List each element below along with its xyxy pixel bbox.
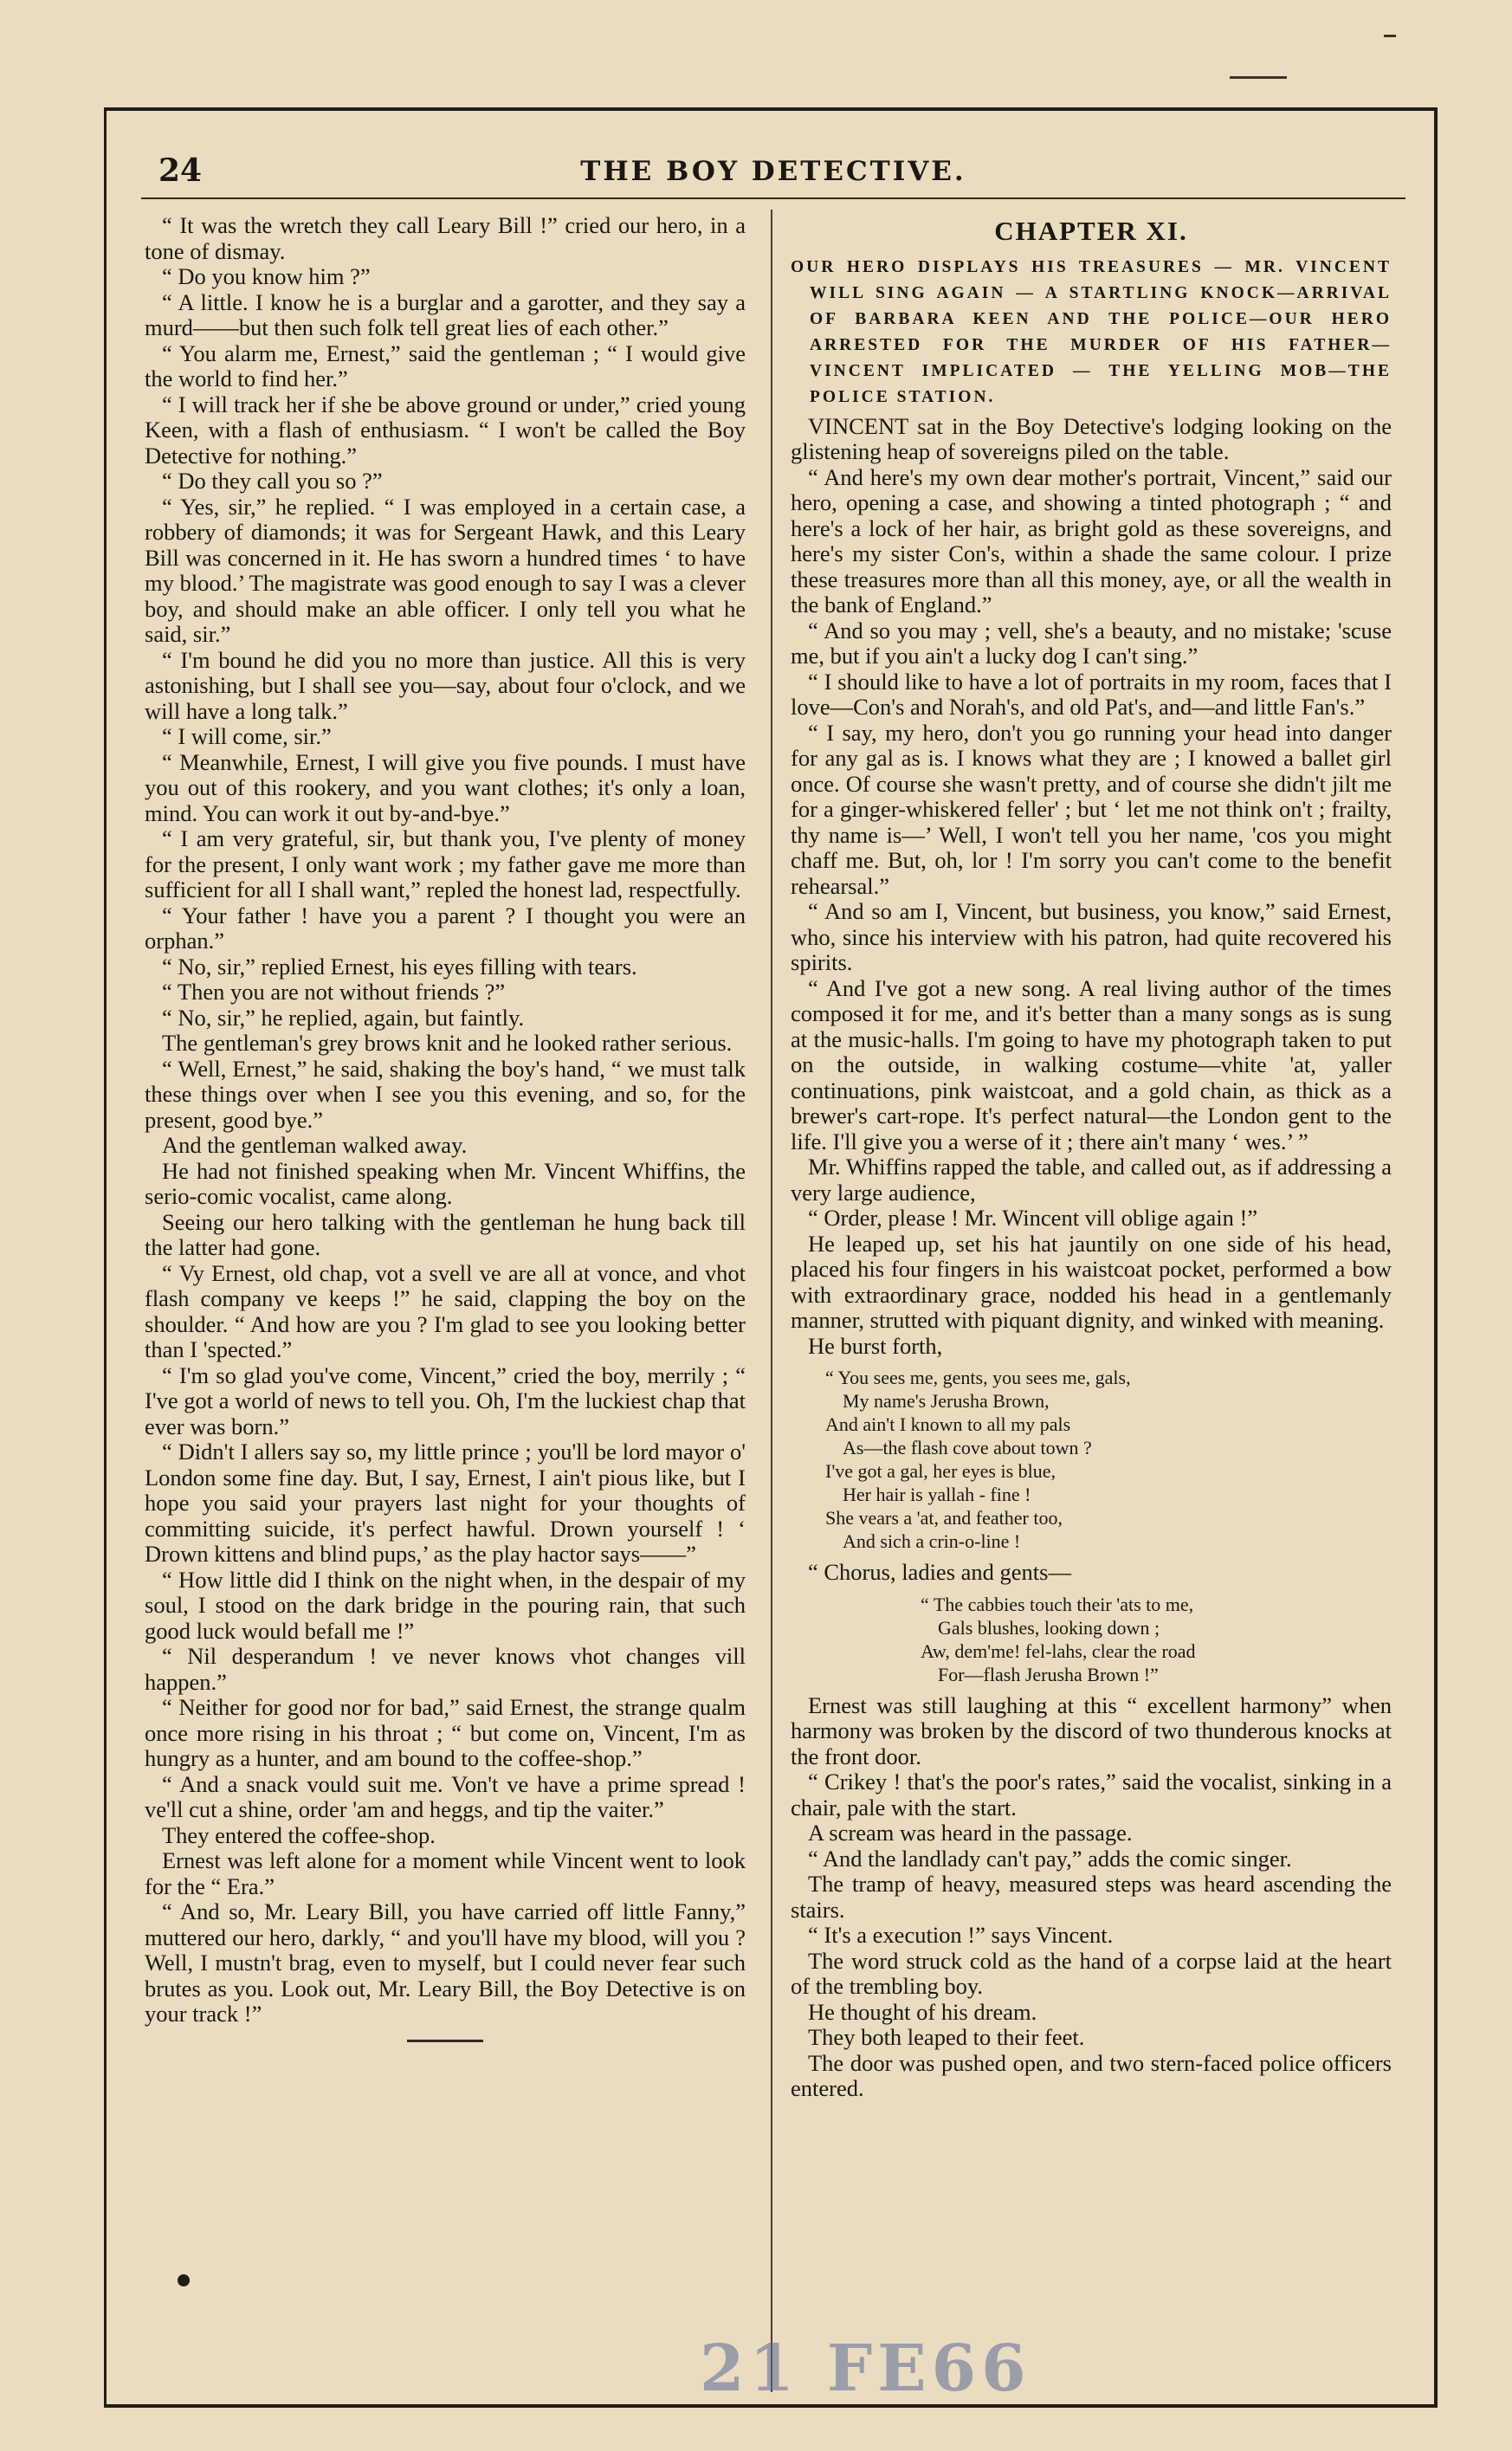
paragraph: “ I'm so glad you've come, Vincent,” cried the boy, merrily ; “ I've got a world of news to tell you. Oh, I'm the luckiest chap that ever was born.” bbox=[145, 1361, 746, 1439]
paragraph: “ And a snack vould suit me. Von't ve have a prime spread ! ve'll cut a shine, order 'am and heggs, and tip the vaiter.” bbox=[145, 1770, 746, 1822]
paragraph: “ A little. I know he is a burglar and a garotter, and they say a murd——but then such folk tell great lies of each other.” bbox=[145, 288, 746, 340]
paragraph: Ernest was still laughing at this “ excellent harmony” when harmony was broken by the discord of two thunderous knocks at the front door. bbox=[791, 1691, 1392, 1769]
song-verse bbox=[791, 1366, 1392, 1553]
paragraph: “ It's a execution !” says Vincent. bbox=[808, 1922, 1114, 1948]
paragraph: “ Your father ! have you a parent ? I thought you were an orphan.” bbox=[145, 902, 746, 954]
paragraph: The word struck cold as the hand of a corpse laid at the heart of the trembling boy. bbox=[791, 1947, 1392, 1999]
paragraph: The door was pushed open, and two stern-faced police officers entered. bbox=[791, 2049, 1392, 2101]
paragraph: “ Vy Ernest, old chap, vot a svell ve are all at vonce, and vhot flash company ve keeps !” he said, clapping the boy on the shoulder. “ And how are you ? I'm glad to see you looking better than I 'spected.” bbox=[145, 1259, 746, 1362]
paragraph: “ And here's my own dear mother's portrait, Vincent,” said our hero, opening a case, and showing a tinted photograph ; “ and here's a lock of her hair, as bright gold as these sovereigns, and here's my sister Con's, within a shade the same colour. I prize these treasures more than all this money, aye, or all the wealth in the bank of England.” bbox=[791, 463, 1392, 618]
paragraph: “ Do you know him ?” bbox=[162, 263, 371, 289]
running-title: THE BOY DETECTIVE. bbox=[580, 156, 966, 187]
paragraph: “ Didn't I allers say so, my little prince ; you'll be lord mayor o' London some fine day. But, I say, Ernest, I ain't pious like, but I hope you said your prayers last night for your thoughts of committing suicide, it's perfect hawful. Drown yourself ! ‘ Drown kittens and blind pups,’ as the play hactor says——” bbox=[145, 1439, 746, 1567]
song-chorus bbox=[791, 1593, 1392, 1686]
paragraph: “ Order, please ! Mr. Wincent vill oblige again !” bbox=[808, 1205, 1258, 1231]
song-line: “ You sees me, gents, you sees me, gals, bbox=[825, 1367, 1131, 1388]
paragraph: “ I will track her if she be above ground or under,” cried young Keen, with a flash of enthusiasm. “ I won't be called the Boy Detective for nothing.” bbox=[145, 391, 746, 469]
paragraph: “ How little did I think on the night when, in the despair of my soul, I stood on the dark bridge in the pouring rain, that such good luck would befall me !” bbox=[145, 1566, 746, 1644]
song-line: She vears a 'at, and feather too, bbox=[825, 1507, 1063, 1529]
chapter-summary: OUR HERO DISPLAYS HIS TREASURES — MR. VINCENT WILL SING AGAIN — A STARTLING KNOCK—ARRIVAL OF BARBARA KEEN AND THE POLICE—OUR HERO ARRESTED FOR THE MURDER OF HIS FATHER—VINCENT IMPLICATED — THE YELLING MOB—THE POLICE STATION. bbox=[791, 257, 1392, 406]
song-line: Aw, dem'me! fel-lahs, clear the road bbox=[921, 1639, 1196, 1662]
paragraph: “ I am very grateful, sir, but thank you, I've plenty of money for the present, I only want work ; my father gave me more than sufficient for all I shall want,” repled the honest lad, respectfully. bbox=[145, 825, 746, 902]
song-line: I've got a gal, her eyes is blue, bbox=[825, 1460, 1056, 1482]
song-line: “ The cabbies touch their 'ats to me, bbox=[921, 1593, 1194, 1615]
song-line: Her hair is yallah - fine ! bbox=[843, 1484, 1031, 1505]
right-column bbox=[791, 213, 1392, 2102]
paragraph: They entered the coffee-shop. bbox=[162, 1821, 436, 1848]
paragraph: “ Do they call you so ?” bbox=[162, 468, 383, 494]
paragraph: The tramp of heavy, measured steps was heard ascending the stairs. bbox=[791, 1871, 1392, 1923]
paragraph: “ Crikey ! that's the poor's rates,” said the vocalist, sinking in a chair, pale with the start. bbox=[791, 1769, 1392, 1820]
paragraph: “ I say, my hero, don't you go running your head into danger for any gal as is. I knows what they are ; I knowed a ballet girl once. Of course she wasn't pretty, and of course she didn't jilt me for a ginger-whiskered feller' ; but ‘ let me not think on't ; frailty, thy name is—’ Well, I won't tell you her name, 'cos you might chaff me. But, oh, lor ! I'm sorry you can't come to the benefit rehearsal.” bbox=[791, 719, 1392, 899]
page-number: 24 bbox=[158, 152, 203, 189]
column-divider bbox=[771, 210, 772, 2392]
paragraph: “ It was the wretch they call Leary Bill !” cried our hero, in a tone of dismay. bbox=[145, 212, 746, 264]
column-end-rule bbox=[407, 2040, 483, 2042]
chapter-text-before-song bbox=[791, 414, 1392, 1360]
song-line: As—the flash cove about town ? bbox=[843, 1437, 1092, 1458]
paragraph: Ernest was left alone for a moment while Vincent went to look for the “ Era.” bbox=[145, 1847, 746, 1899]
song-line: For—flash Jerusha Brown !” bbox=[938, 1663, 1159, 1685]
paragraph: “ Nil desperandum ! ve never knows vhot changes vill happen.” bbox=[145, 1643, 746, 1695]
paragraph: He burst forth, bbox=[808, 1332, 943, 1359]
song-line: My name's Jerusha Brown, bbox=[843, 1390, 1050, 1412]
paragraph: He had not finished speaking when Mr. Vincent Whiffins, the serio-comic vocalist, came along. bbox=[145, 1157, 746, 1209]
paragraph: Seeing our hero talking with the gentleman he hung back till the latter had gone. bbox=[145, 1208, 746, 1260]
paragraph: “ Then you are not without friends ?” bbox=[162, 979, 506, 1005]
song-line: And sich a crin-o-line ! bbox=[843, 1530, 1021, 1552]
date-stamp: 21 FE66 bbox=[700, 2331, 1031, 2406]
print-mark bbox=[1384, 35, 1396, 37]
paragraph: “ Meanwhile, Ernest, I will give you five pounds. I must have you out of this rookery, and you want clothes; it's only a loan, mind. You can work it out by-and-bye.” bbox=[145, 748, 746, 826]
paragraph: “ And so you may ; vell, she's a beauty, and no mistake; 'scuse me, but if you ain't a lucky dog I can't sing.” bbox=[791, 617, 1392, 669]
paragraph: VINCENT sat in the Boy Detective's lodging looking on the glistening heap of sovereigns piled on the table. bbox=[791, 412, 1392, 464]
paragraph: “ You alarm me, Ernest,” said the gentleman ; “ I would give the world to find her.” bbox=[145, 340, 746, 391]
paragraph: They both leaped to their feet. bbox=[808, 2024, 1085, 2050]
paragraph: “ And so am I, Vincent, but business, you know,” said Ernest, who, since his interview with his patron, had quite recovered his spirits. bbox=[791, 898, 1392, 975]
chorus-intro: “ Chorus, ladies and gents— bbox=[808, 1559, 1071, 1585]
paragraph: And the gentleman walked away. bbox=[162, 1132, 468, 1158]
paragraph: Mr. Whiffins rapped the table, and called out, as if addressing a very large audience, bbox=[791, 1154, 1392, 1206]
paragraph: “ And the landlady can't pay,” adds the comic singer. bbox=[808, 1845, 1292, 1872]
print-mark bbox=[1230, 76, 1287, 79]
chapter-text-after-song bbox=[791, 1693, 1392, 2102]
left-column bbox=[145, 213, 746, 2042]
paragraph: “ Yes, sir,” he replied. “ I was employed in a certain case, a robbery of diamonds; it was for Sergeant Hawk, and this Leary Bill was concerned in it. He has sworn a hundred times ‘ to have my blood.’ The magistrate was good enough to say I was a clever boy, and should make an able officer. I only tell you what he said, sir.” bbox=[145, 493, 746, 647]
paragraph: “ And I've got a new song. A real living author of the times composed it for me, and it's better than a many songs as is sung at the music-halls. I'm going to have my photograph taken to put on the outside, in walking costume—vhite 'at, yaller continuations, pink waistcoat, and a gold chain, as thick as a brewer's cart-rope. It's perfect natural—the London gent to the life. I'll give you a werse of it ; there ain't many ‘ wes.’ ” bbox=[791, 974, 1392, 1154]
chapter-title: CHAPTER XI. bbox=[994, 216, 1188, 246]
paragraph: “ I'm bound he did you no more than justice. All this is very astonishing, but I shall see you—say, about four o'clock, and we will have a long talk.” bbox=[145, 646, 746, 724]
paragraph: “ Well, Ernest,” he said, shaking the boy's hand, “ we must talk these things over when I see you this evening, and so, for the present, good bye.” bbox=[145, 1055, 746, 1133]
paragraph: “ I should like to have a lot of portraits in my room, faces that I love—Con's and Norah's, and old Pat's, and—and little Fan's.” bbox=[791, 668, 1392, 720]
running-header bbox=[141, 152, 1405, 199]
paragraph: He leaped up, set his hat jauntily on one side of his head, placed his four fingers in his waistcoat pocket, performed a bow with extraordinary grace, nodded his head in a gentlemanly manner, strutted with piquant dignity, and winked with meaning. bbox=[791, 1230, 1392, 1333]
paragraph: He thought of his dream. bbox=[808, 1998, 1037, 2025]
paragraph: “ No, sir,” replied Ernest, his eyes filling with tears. bbox=[162, 953, 637, 980]
paragraph: “ And so, Mr. Leary Bill, you have carried off little Fanny,” muttered our hero, darkly, “ and you'll have my blood, will you ? Well, I mustn't brag, even to myself, but I could never fear such brutes as you. Look out, Mr. Leary Bill, the Boy Detective is on your track !” bbox=[145, 1898, 746, 2027]
paragraph: “ I will come, sir.” bbox=[162, 723, 332, 749]
margin-dot bbox=[178, 2274, 190, 2286]
song-line: And ain't I known to all my pals bbox=[825, 1413, 1071, 1435]
page-frame bbox=[104, 107, 1438, 2408]
paragraph: A scream was heard in the passage. bbox=[808, 1820, 1133, 1846]
paragraph: “ Neither for good nor for bad,” said Ernest, the strange qualm once more rising in his throat ; “ but come on, Vincent, I'm as hungry as a hunter, and am bound to the coffee-shop.” bbox=[145, 1694, 746, 1771]
song-line: Gals blushes, looking down ; bbox=[938, 1616, 1160, 1639]
paragraph: “ No, sir,” he replied, again, but faintly. bbox=[162, 1004, 525, 1031]
paragraph: The gentleman's grey brows knit and he looked rather serious. bbox=[162, 1030, 733, 1056]
